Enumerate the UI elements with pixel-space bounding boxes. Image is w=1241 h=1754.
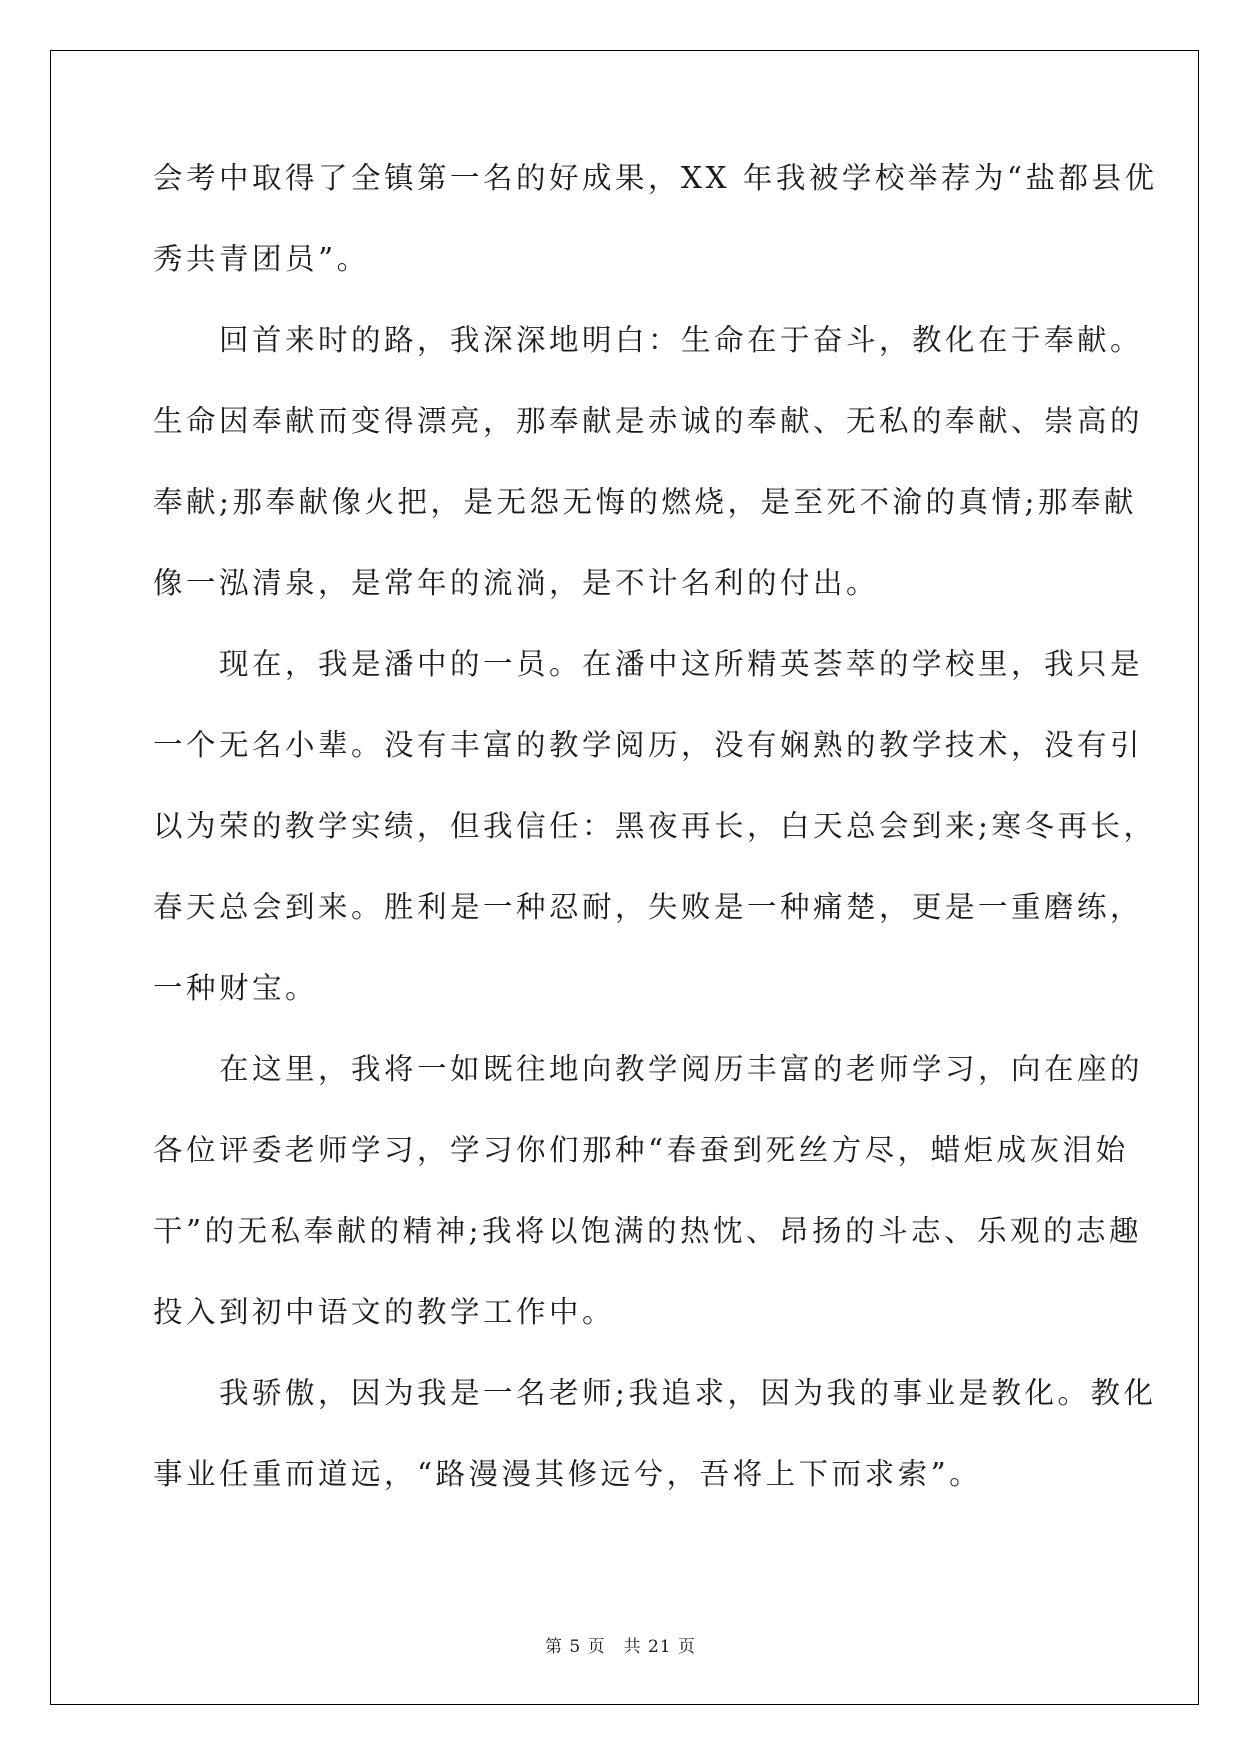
text-line: 以为荣的教学实绩，但我信任：黑夜再长，白天总会到来;寒冬再长， — [153, 809, 1157, 843]
text-line: 春天总会到来。胜利是一种忍耐，失败是一种痛楚，更是一重磨练， — [153, 890, 1144, 924]
document-body — [153, 161, 1158, 1539]
text-line: 现在，我是潘中的一员。在潘中这所精英荟萃的学校里，我只是 — [153, 647, 1144, 681]
text-line: 回首来时的路，我深深地明白：生命在于奋斗，教化在于奉献。 — [153, 323, 1144, 357]
text-line: 会考中取得了全镇第一名的好成果，XX 年我被学校举荐为“盐都县优 — [153, 161, 1158, 195]
text-line: 各位评委老师学习，学习你们那种“春蚕到死丝方尽，蜡炬成灰泪始 — [153, 1133, 1129, 1167]
text-line: 我骄傲，因为我是一名老师;我追求，因为我的事业是教化。教化 — [153, 1376, 1157, 1410]
text-line: 奉献;那奉献像火把，是无怨无悔的燃烧，是至死不渝的真情;那奉献 — [153, 485, 1137, 519]
text-line: 生命因奉献而变得漂亮，那奉献是赤诚的奉献、无私的奉献、崇高的 — [153, 404, 1144, 438]
text-line: 秀共青团员”。 — [153, 242, 370, 276]
text-line: 像一泓清泉，是常年的流淌，是不计名利的付出。 — [153, 566, 880, 600]
text-line: 投入到初中语文的教学工作中。 — [153, 1295, 616, 1329]
text-line: 事业任重而道远，“路漫漫其修远兮，吾将上下而求索”。 — [153, 1457, 983, 1491]
page-number-footer: 第 5 页 共 21 页 — [544, 1637, 697, 1657]
text-line: 干”的无私奉献的精神;我将以饱满的热忱、昂扬的斗志、乐观的志趣 — [153, 1214, 1143, 1248]
text-line: 一个无名小辈。没有丰富的教学阅历，没有娴熟的教学技术，没有引 — [153, 728, 1144, 762]
text-line: 在这里，我将一如既往地向教学阅历丰富的老师学习，向在座的 — [153, 1052, 1144, 1086]
text-line: 一种财宝。 — [153, 971, 319, 1005]
